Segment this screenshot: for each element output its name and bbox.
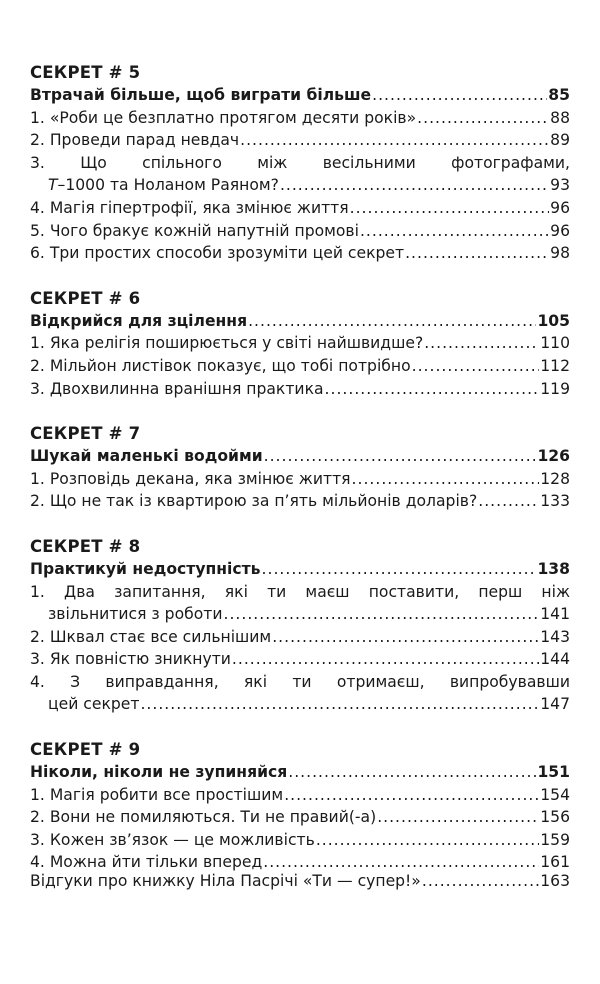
dot-leader bbox=[280, 174, 549, 197]
page-number: 151 bbox=[537, 763, 570, 782]
page-number: 98 bbox=[550, 244, 570, 263]
dot-leader bbox=[262, 558, 537, 581]
page-number: 119 bbox=[540, 379, 570, 398]
page-number: 85 bbox=[548, 86, 570, 104]
dot-leader bbox=[377, 806, 539, 829]
toc-entry[interactable] bbox=[30, 806, 570, 829]
dot-leader bbox=[360, 220, 549, 243]
entry-first-line bbox=[30, 152, 570, 175]
dot-leader bbox=[424, 332, 539, 355]
section-label: СЕКРЕТ # 9 bbox=[30, 740, 141, 760]
dot-leader bbox=[248, 310, 536, 333]
page-number: 126 bbox=[537, 447, 570, 466]
entry-title: 2. Шквал стає все сильнішим bbox=[30, 627, 272, 646]
page-number: 96 bbox=[550, 221, 570, 240]
page-number: 133 bbox=[540, 492, 570, 511]
toc-entry[interactable] bbox=[30, 220, 570, 243]
entry-first-line bbox=[30, 581, 570, 604]
page-number: 96 bbox=[550, 198, 570, 217]
page-number: 154 bbox=[540, 785, 570, 804]
entry-title: 3. Кожен зв’язок — це можливість bbox=[30, 830, 315, 849]
table-of-contents bbox=[30, 62, 570, 897]
section-secret-9 bbox=[30, 739, 570, 874]
toc-entry[interactable] bbox=[30, 242, 570, 265]
page-number: 156 bbox=[540, 808, 570, 827]
entry-title: 2. Вони не помиляються. Ти не правий(-а) bbox=[30, 808, 377, 827]
toc-entry[interactable] bbox=[30, 468, 570, 491]
toc-entry[interactable] bbox=[30, 829, 570, 852]
chapter-title: Втрачай більше, щоб виграти більше bbox=[30, 86, 372, 104]
page-number: 138 bbox=[537, 559, 570, 578]
page-number: 93 bbox=[550, 176, 570, 195]
page-number: 159 bbox=[540, 830, 570, 849]
page-number: 161 bbox=[540, 853, 570, 872]
page-number: 88 bbox=[550, 108, 570, 127]
dot-leader bbox=[288, 761, 536, 784]
dot-leader bbox=[284, 784, 539, 807]
toc-entry-multiline[interactable] bbox=[30, 581, 570, 626]
entry-title: 4. Можна йти тільки вперед bbox=[30, 853, 263, 872]
chapter-heading[interactable] bbox=[30, 761, 570, 784]
dot-leader bbox=[372, 84, 547, 107]
section-label: СЕКРЕТ # 8 bbox=[30, 536, 141, 556]
toc-entry-multiline[interactable] bbox=[30, 671, 570, 716]
section-label: СЕКРЕТ # 6 bbox=[30, 288, 141, 308]
toc-entry[interactable] bbox=[30, 378, 570, 401]
dot-leader bbox=[316, 829, 539, 852]
entry-title: 3. Двохвилинна вранішня практика bbox=[30, 379, 324, 398]
entry-title: Відгуки про книжку Ніла Пасрічі «Ти — супер!» bbox=[30, 872, 421, 890]
section-label: СЕКРЕТ # 5 bbox=[30, 63, 141, 82]
entry-last-line bbox=[30, 693, 570, 716]
page-number: 144 bbox=[540, 650, 570, 669]
entry-title-line2: цей секрет bbox=[48, 695, 140, 714]
dot-leader bbox=[325, 378, 540, 401]
toc-entry[interactable] bbox=[30, 332, 570, 355]
entry-title: 1. Яка релігія поширюється у світі найшвидше? bbox=[30, 334, 424, 353]
page-number: 89 bbox=[550, 131, 570, 150]
dot-leader bbox=[272, 626, 539, 649]
toc-entry[interactable] bbox=[30, 355, 570, 378]
section-label: СЕКРЕТ # 7 bbox=[30, 424, 141, 444]
page-number: 143 bbox=[540, 627, 570, 646]
dot-leader bbox=[405, 242, 549, 265]
toc-entry-multiline[interactable] bbox=[30, 152, 570, 197]
page-number: 112 bbox=[540, 356, 570, 375]
chapter-title: Ніколи, ніколи не зупиняйся bbox=[30, 763, 288, 782]
toc-entry[interactable] bbox=[30, 129, 570, 152]
dot-leader bbox=[412, 355, 540, 378]
dot-leader bbox=[417, 107, 549, 130]
dot-leader bbox=[224, 603, 540, 626]
toc-entry[interactable] bbox=[30, 197, 570, 220]
dot-leader bbox=[140, 693, 539, 716]
entry-first-line bbox=[30, 671, 570, 694]
entry-last-line bbox=[30, 603, 570, 626]
chapter-heading[interactable] bbox=[30, 558, 570, 581]
entry-title-line1: 4. З виправдання, які ти отримаєш, випробувавши bbox=[30, 672, 570, 691]
dot-leader bbox=[350, 197, 550, 220]
section-secret-8 bbox=[30, 536, 570, 716]
entry-title-line2: звільнитися з роботи bbox=[48, 605, 223, 624]
entry-title-line2 bbox=[48, 174, 279, 197]
page-number: 128 bbox=[540, 469, 570, 488]
reviews-entry[interactable] bbox=[30, 870, 570, 893]
entry-title: 1. Магія робити все простішим bbox=[30, 785, 284, 804]
chapter-title: Практикуй недоступність bbox=[30, 559, 261, 578]
entry-title: 3. Як повністю зникнути bbox=[30, 650, 231, 669]
entry-title: 2. Мільйон листівок показує, що тобі потрібно bbox=[30, 356, 411, 375]
italic-letter: T bbox=[48, 176, 58, 195]
dot-leader bbox=[478, 490, 539, 513]
dot-leader bbox=[264, 445, 537, 468]
entry-title: 2. Проведи парад невдач bbox=[30, 131, 240, 150]
dot-leader bbox=[240, 129, 549, 152]
entry-title: 1. «Роби це безплатно протягом десяти років» bbox=[30, 108, 417, 127]
chapter-heading[interactable] bbox=[30, 84, 570, 107]
dot-leader bbox=[232, 648, 539, 671]
entry-title-rest: –1000 та Ноланом Раяном? bbox=[57, 176, 279, 195]
entry-title: 4. Магія гіпертрофії, яка змінює життя bbox=[30, 198, 349, 217]
toc-entry[interactable] bbox=[30, 648, 570, 671]
page-number: 110 bbox=[540, 334, 570, 353]
section-secret-7 bbox=[30, 423, 570, 513]
chapter-heading[interactable] bbox=[30, 310, 570, 333]
section-secret-5 bbox=[30, 62, 570, 265]
chapter-title: Шукай маленькі водойми bbox=[30, 447, 263, 466]
page-number: 147 bbox=[540, 695, 570, 714]
toc-entry[interactable] bbox=[30, 107, 570, 130]
toc-entry[interactable] bbox=[30, 784, 570, 807]
entry-title-line1: 1. Два запитання, які ти маєш поставити, перш ніж bbox=[30, 582, 570, 601]
entry-title: 5. Чого бракує кожній напутній промові bbox=[30, 221, 359, 240]
chapter-heading[interactable] bbox=[30, 445, 570, 468]
page-number: 141 bbox=[540, 605, 570, 624]
section-secret-6 bbox=[30, 288, 570, 400]
entry-title-line1: 3. Що спільного між весільними фотографами, bbox=[30, 153, 570, 172]
entry-title: 1. Розповідь декана, яка змінює життя bbox=[30, 469, 351, 488]
toc-entry[interactable] bbox=[30, 870, 570, 893]
toc-entry[interactable] bbox=[30, 490, 570, 513]
chapter-title: Відкрийся для зцілення bbox=[30, 311, 248, 330]
entry-title: 2. Що не так із квартирою за п’ять мільйонів доларів? bbox=[30, 492, 478, 511]
dot-leader bbox=[352, 468, 540, 491]
page-number: 105 bbox=[537, 311, 570, 330]
dot-leader bbox=[422, 870, 539, 893]
entry-last-line bbox=[30, 174, 570, 197]
entry-title: 6. Три простих способи зрозуміти цей секрет bbox=[30, 244, 405, 263]
page-number: 163 bbox=[540, 872, 570, 890]
toc-entry[interactable] bbox=[30, 626, 570, 649]
